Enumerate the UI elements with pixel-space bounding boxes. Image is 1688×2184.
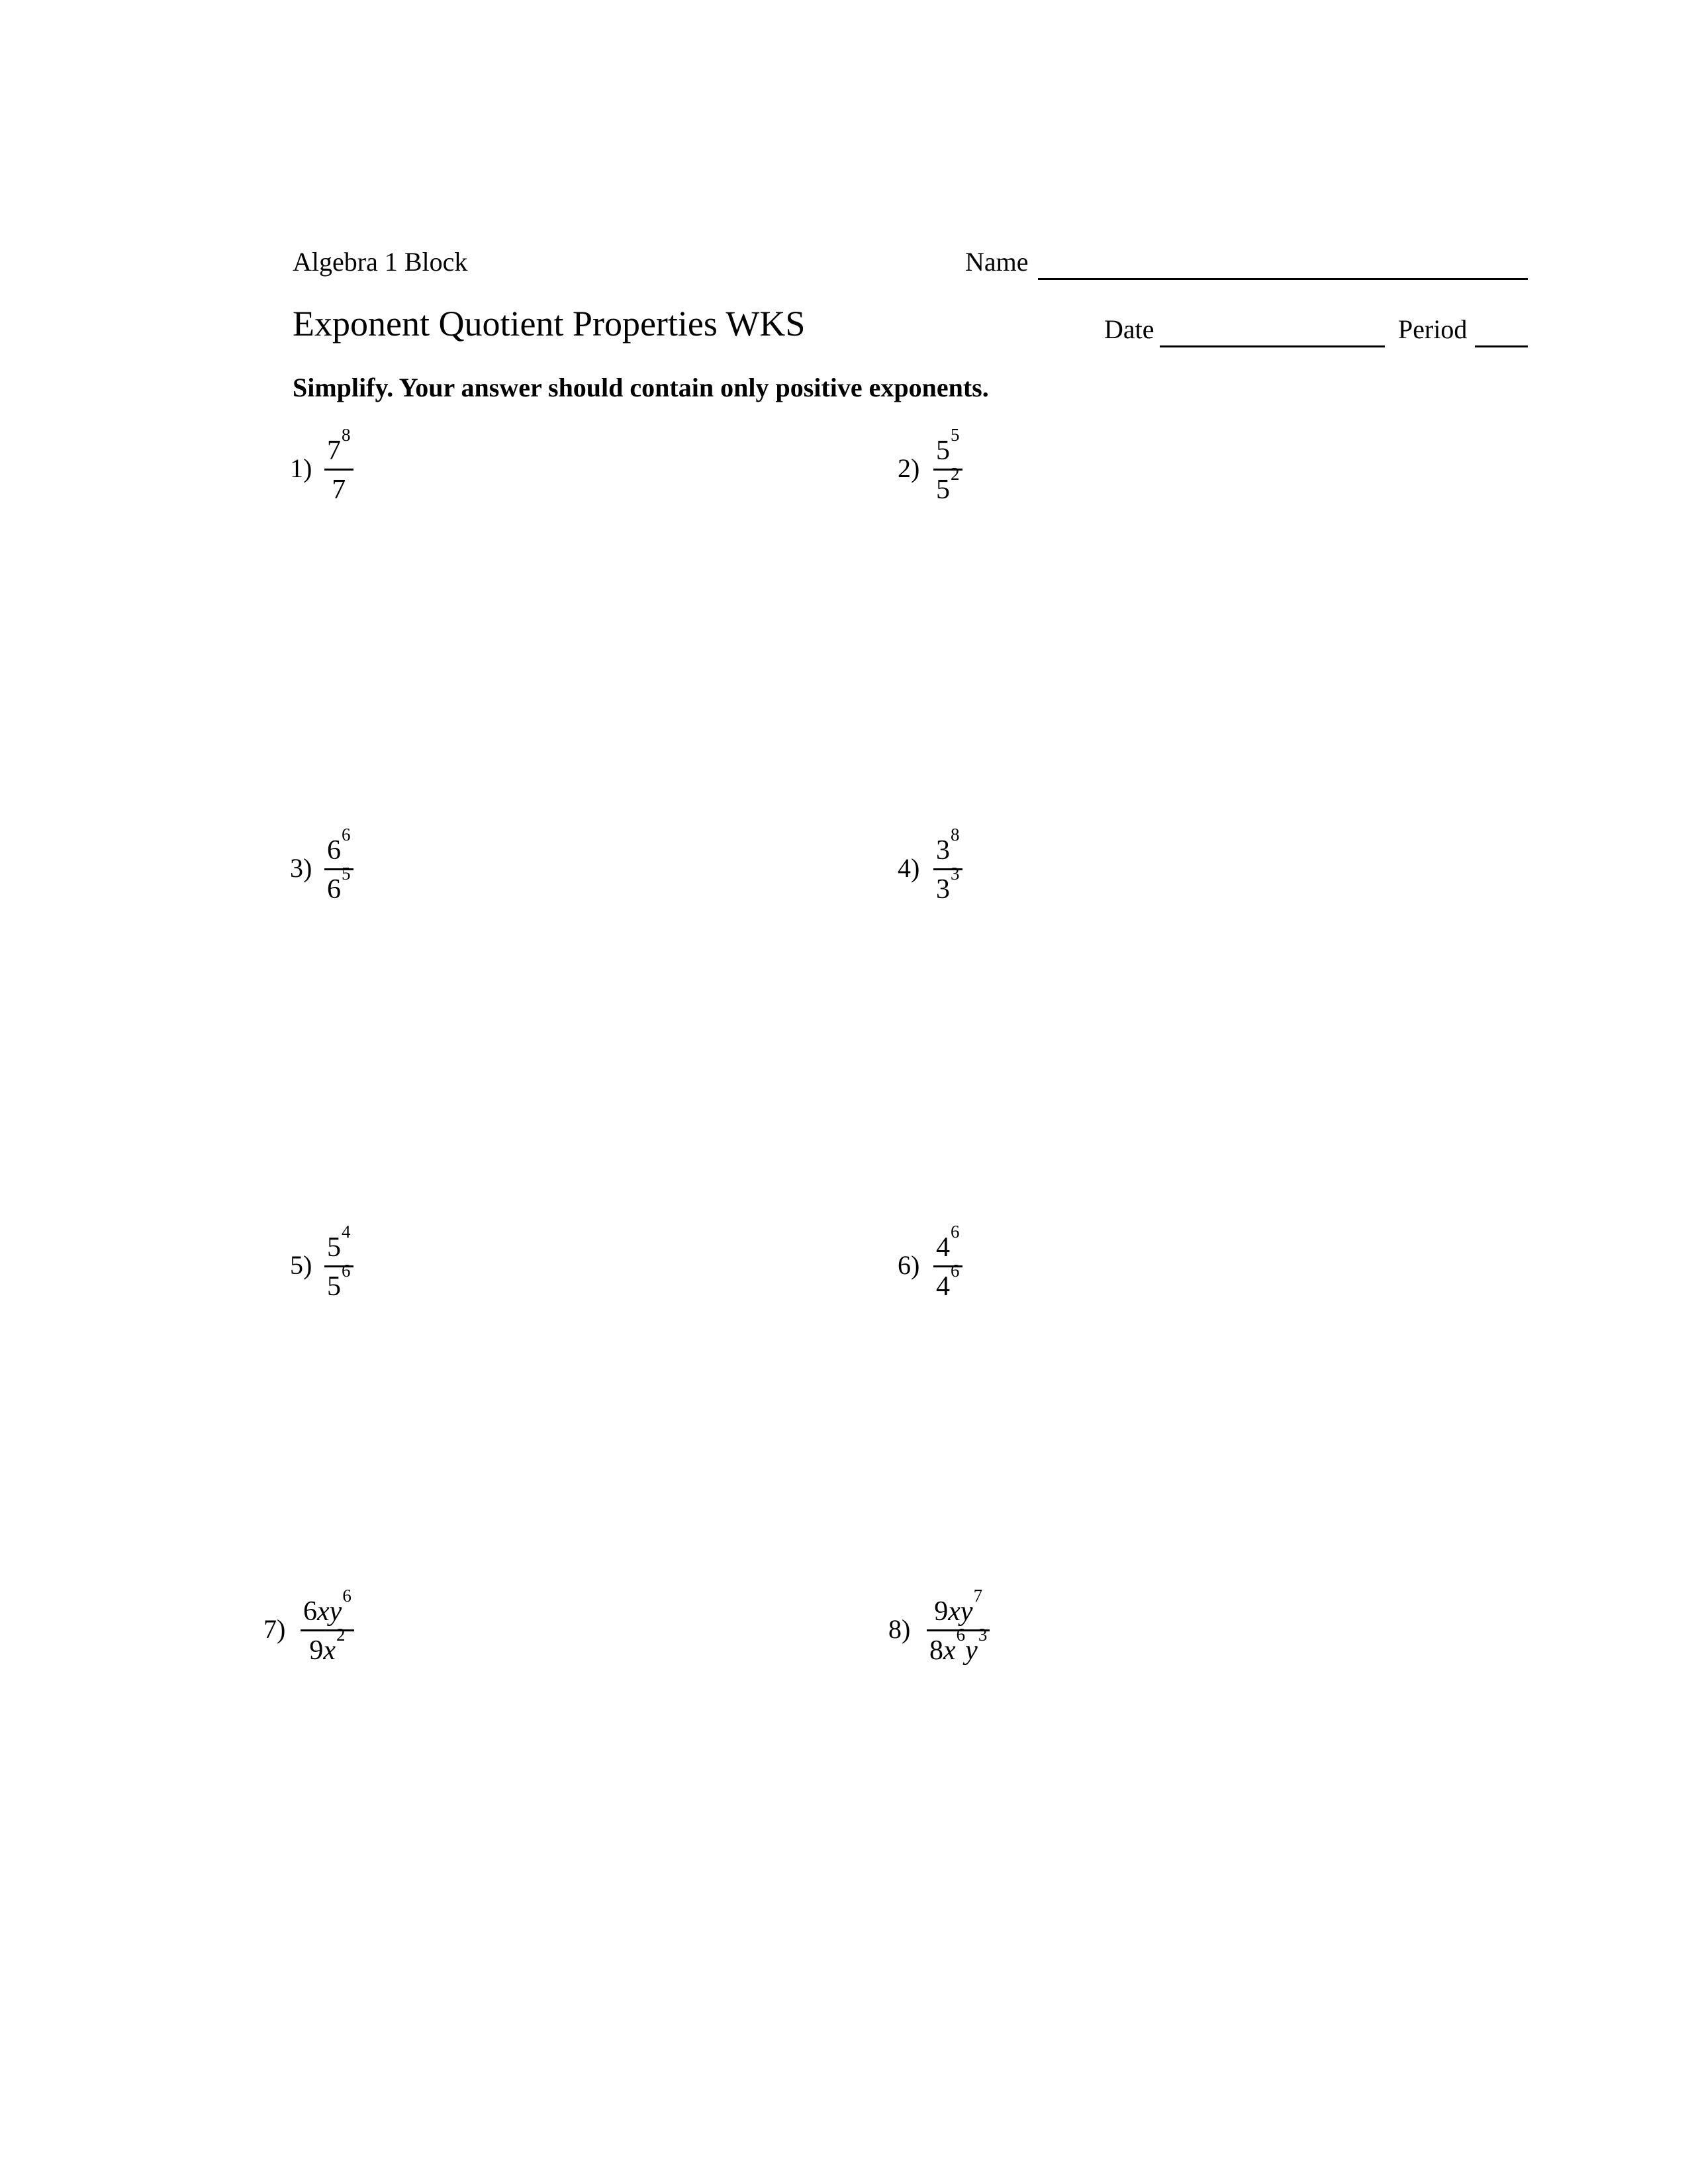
term-base: 7: [332, 475, 346, 505]
term-base: y: [965, 1635, 978, 1666]
fraction-denominator: [324, 864, 353, 905]
term-base: y: [960, 1596, 973, 1627]
fraction: [324, 825, 353, 905]
problem-number: 4): [898, 853, 920, 883]
term-base: 4: [936, 1271, 950, 1302]
term-base: 5: [936, 435, 950, 466]
term-base: 7: [327, 435, 341, 466]
term-exponent: 6: [956, 1625, 966, 1645]
term-exponent: 8: [951, 825, 960, 844]
fraction: [933, 425, 962, 505]
term-exponent: 6: [342, 825, 351, 844]
term-base: 5: [327, 1271, 341, 1302]
fraction-numerator: [301, 1586, 354, 1629]
term-base: 6: [327, 835, 341, 866]
fraction: [324, 425, 353, 505]
fraction-denominator: [329, 471, 348, 504]
term-base: 6: [303, 1596, 317, 1627]
term-exponent: 5: [951, 425, 960, 445]
term-base: 6: [327, 874, 341, 905]
fraction-denominator: [933, 1261, 962, 1302]
term-base: 3: [936, 874, 950, 905]
date-label: Date: [1104, 314, 1154, 344]
term-exponent: 3: [978, 1625, 988, 1645]
period-blank-line[interactable]: [1475, 345, 1528, 347]
term-exponent: 8: [342, 425, 351, 445]
problem-number: 5): [290, 1250, 312, 1280]
term-exponent: 6: [951, 1222, 960, 1242]
fraction-denominator: [933, 864, 962, 905]
fraction-denominator: [324, 1261, 353, 1302]
fraction-numerator: [324, 425, 353, 469]
fraction: [927, 1586, 990, 1666]
name-blank-line[interactable]: [1038, 278, 1528, 280]
term-exponent: 3: [951, 864, 960, 884]
problem-number: 8): [888, 1614, 911, 1644]
name-label: Name: [965, 247, 1029, 277]
fraction: [301, 1586, 354, 1666]
worksheet-title: Exponent Quotient Properties WKS: [293, 304, 806, 343]
term-exponent: 2: [951, 464, 960, 484]
fraction-denominator: [933, 464, 962, 505]
fraction-denominator: [927, 1625, 990, 1666]
problem-number: 1): [290, 453, 312, 483]
term-base: 5: [327, 1232, 341, 1263]
instructions: Simplify. Your answer should contain only positive exponents.: [293, 373, 989, 402]
term-base: x: [323, 1635, 336, 1666]
problem-number: 7): [263, 1614, 286, 1644]
fraction: [933, 825, 962, 905]
fraction: [933, 1222, 962, 1302]
term-base: x: [317, 1596, 330, 1627]
term-exponent: 7: [973, 1586, 983, 1606]
term-base: 9: [934, 1596, 949, 1627]
fraction-denominator: [306, 1625, 348, 1666]
term-exponent: 5: [342, 864, 351, 884]
term-base: 8: [929, 1635, 943, 1666]
term-base: x: [943, 1635, 956, 1666]
fraction: [324, 1222, 353, 1302]
term-base: 3: [936, 835, 950, 866]
problem-number: 6): [898, 1250, 920, 1280]
term-exponent: 2: [336, 1625, 346, 1645]
term-base: y: [329, 1596, 342, 1627]
term-exponent: 6: [342, 1261, 351, 1281]
term-exponent: 6: [951, 1261, 960, 1281]
problem-number: 3): [290, 853, 312, 883]
term-base: x: [948, 1596, 961, 1627]
term-base: 4: [936, 1232, 950, 1263]
course-label: Algebra 1 Block: [293, 247, 468, 277]
date-blank-line[interactable]: [1160, 345, 1385, 347]
period-label: Period: [1398, 314, 1468, 344]
problem-number: 2): [898, 453, 920, 483]
term-base: 9: [309, 1635, 324, 1666]
term-exponent: 4: [342, 1222, 351, 1242]
term-exponent: 6: [342, 1586, 352, 1606]
term-base: 5: [936, 475, 950, 505]
